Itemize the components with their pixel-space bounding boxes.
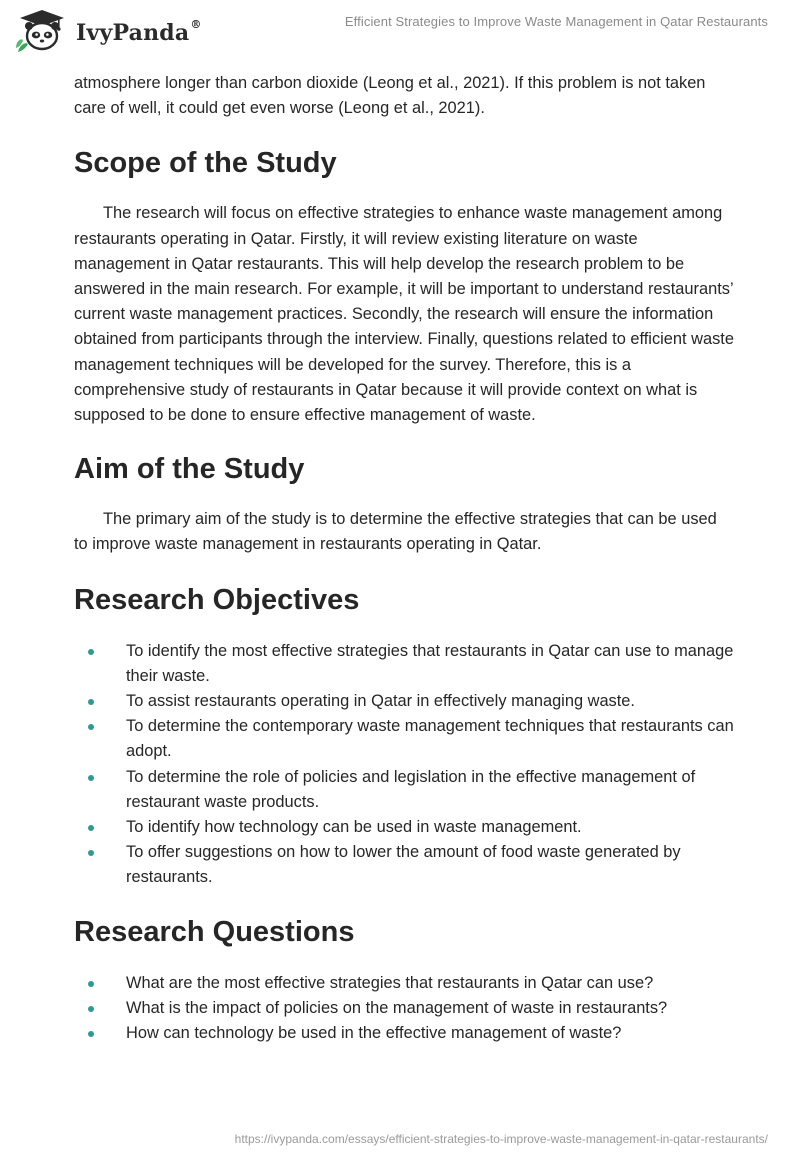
page-header [0, 0, 800, 66]
source-url[interactable]: https://ivypanda.com/essays/efficient-strategies-to-improve-waste-management-in-qatar-restaurants/ [234, 1132, 768, 1146]
list-item-text: To identify the most effective strategies that restaurants in Qatar can use to manage their waste. [126, 641, 734, 685]
list-item-text: To determine the contemporary waste management techniques that restaurants can adopt. [126, 717, 734, 761]
list-item [74, 840, 734, 890]
list-item [74, 765, 734, 815]
intro-paragraph: atmosphere longer than carbon dioxide (Leong et al., 2021). If this problem is not taken care of well, it could get even worse (Leong et al., 2021). [74, 74, 706, 118]
list-item-text: To offer suggestions on how to lower the amount of food waste generated by restaurants. [126, 843, 681, 887]
scope-heading: Scope of the Study [74, 147, 337, 180]
bullet-dot-icon [88, 775, 94, 781]
bullet-dot-icon [88, 981, 94, 987]
ivypanda-logo[interactable] [14, 8, 202, 54]
list-item-text: What is the impact of policies on the management of waste in restaurants? [126, 998, 668, 1017]
list-item [74, 639, 734, 689]
brand-name: IvyPanda® [76, 17, 202, 46]
list-item [74, 971, 734, 996]
panda-graduate-icon [14, 8, 70, 54]
list-item [74, 815, 734, 840]
aim-paragraph: The primary aim of the study is to determine the effective strategies that can be used to improve waste management in restaurants operating in Qatar. [74, 510, 717, 554]
registered-mark: ® [190, 17, 202, 31]
list-item-text: How can technology be used in the effective management of waste? [126, 1024, 622, 1043]
list-item-text: To determine the role of policies and legislation in the effective management of restaurant waste products. [126, 767, 696, 811]
list-item-text: To identify how technology can be used in waste management. [126, 818, 582, 837]
document-title: Efficient Strategies to Improve Waste Management in Qatar Restaurants [344, 14, 768, 29]
list-item [74, 1021, 734, 1046]
bullet-dot-icon [88, 1031, 94, 1037]
bullet-dot-icon [88, 850, 94, 856]
scope-paragraph: The research will focus on effective strategies to enhance waste management among restaurants operating in Qatar. Firstly, it will review existing literature on waste management in Qatar restaurants. This will help develop the research problem to be answered in the main research. For example, it will be important to understand restaurants’ current waste management practices. Secondly, the research will ensure the information obtained from participants through the interview. Finally, questions related to efficient waste management techniques will be developed for the survey. Therefore, this is a comprehensive study of restaurants in Qatar because it will provide context on what is supposed to be done to ensure effective management of waste. [74, 204, 734, 425]
list-item [74, 996, 734, 1021]
list-item [74, 689, 734, 714]
aim-heading: Aim of the Study [74, 453, 305, 486]
list-item-text: To assist restaurants operating in Qatar in effectively managing waste. [126, 692, 635, 711]
questions-list [74, 971, 734, 1047]
bullet-dot-icon [88, 699, 94, 705]
list-item-text: What are the most effective strategies that restaurants in Qatar can use? [126, 973, 654, 992]
questions-heading: Research Questions [74, 915, 355, 948]
bullet-dot-icon [88, 724, 94, 730]
list-item [74, 714, 734, 764]
bullet-dot-icon [88, 649, 94, 655]
essay-content [74, 71, 734, 1046]
bullet-dot-icon [88, 1006, 94, 1012]
objectives-list [74, 639, 734, 891]
objectives-heading: Research Objectives [74, 583, 360, 616]
bullet-dot-icon [88, 825, 94, 831]
